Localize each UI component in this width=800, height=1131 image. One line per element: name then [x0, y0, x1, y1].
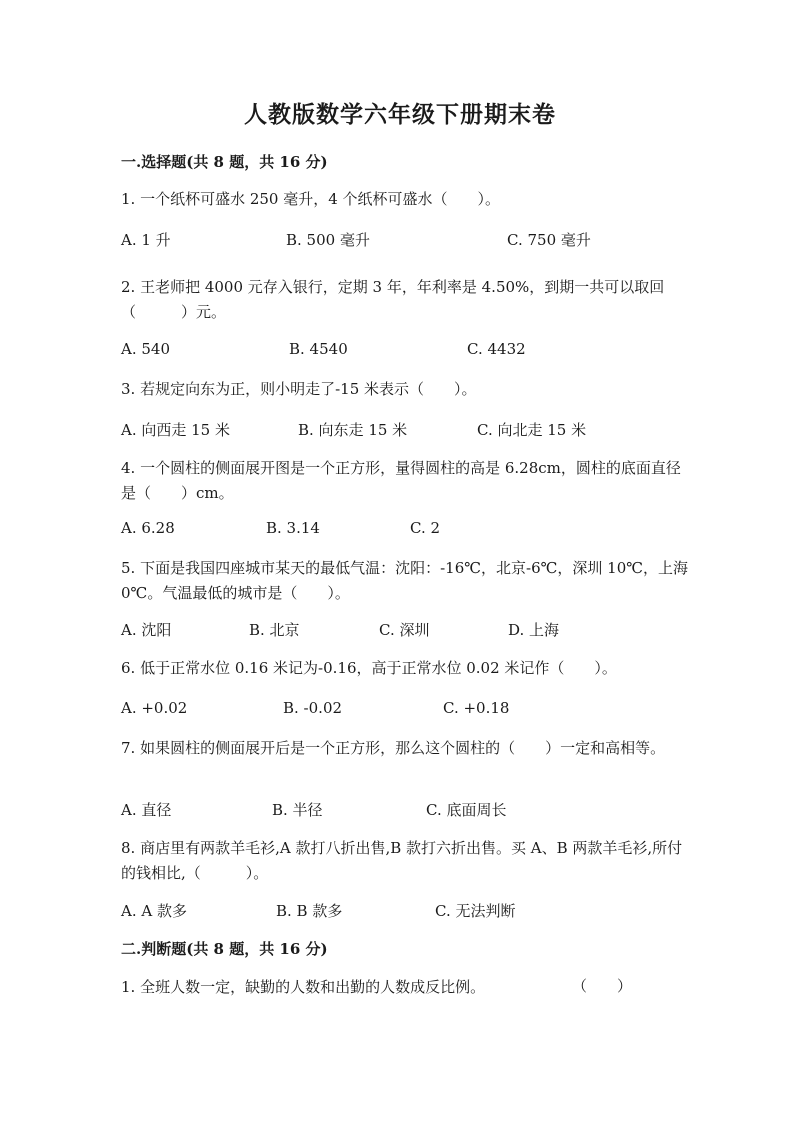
question-text: 8. 商店里有两款羊毛衫,A 款打八折出售,B 款打六折出售。买 A、B 两款羊毛衫,所付的钱相比,（ ）。: [121, 839, 683, 882]
option-d: D. 上海: [508, 621, 560, 639]
option-c: C. 向北走 15 米: [477, 421, 587, 439]
option-c: C. 2: [410, 519, 441, 537]
question-text: 7. 如果圆柱的侧面展开后是一个正方形，那么这个圆柱的（ ）一定和高相等。: [121, 739, 666, 757]
option-a: A. 6.28: [121, 519, 175, 537]
option-a: A. A 款多: [121, 902, 187, 920]
option-c: C. 底面周长: [426, 801, 507, 819]
option-c: C. 无法判断: [435, 902, 516, 920]
option-a: A. 向西走 15 米: [121, 421, 230, 439]
page-title: 人教版数学六年级下册期末卷: [244, 101, 556, 128]
question-text: 1. 一个纸杯可盛水 250 毫升，4 个纸杯可盛水（ ）。: [121, 190, 501, 208]
option-c: C. +0.18: [443, 699, 510, 717]
option-b: B. 半径: [272, 801, 323, 819]
option-a: A. 直径: [121, 801, 172, 819]
option-a: A. 1 升: [121, 231, 171, 249]
question-text: 4. 一个圆柱的侧面展开图是一个正方形，量得圆柱的高是 6.28cm，圆柱的底面直径是（ ）cm。: [121, 459, 681, 502]
option-c: C. 深圳: [379, 621, 430, 639]
section-heading-choice: 一.选择题(共 8 题，共 16 分): [121, 153, 328, 171]
option-b: B. 4540: [289, 340, 348, 358]
option-b: B. -0.02: [283, 699, 343, 717]
option-a: A. 沈阳: [121, 621, 172, 639]
option-b: B. B 款多: [276, 902, 343, 920]
question-text: 6. 低于正常水位 0.16 米记为-0.16，高于正常水位 0.02 米记作（ ）。: [121, 659, 617, 677]
option-a: A. +0.02: [121, 699, 188, 717]
question-text: 2. 王老师把 4000 元存入银行，定期 3 年，年利率是 4.50%，到期一共可以取回（ ）元。: [121, 278, 665, 321]
option-b: B. 北京: [249, 621, 300, 639]
question-text: 3. 若规定向东为正，则小明走了-15 米表示（ ）。: [121, 380, 477, 398]
option-b: B. 向东走 15 米: [298, 421, 408, 439]
option-a: A. 540: [121, 340, 170, 358]
option-b: B. 500 毫升: [286, 231, 370, 249]
answer-blank: （ ）: [572, 977, 633, 995]
question-text: 5. 下面是我国四座城市某天的最低气温：沈阳：-16℃，北京-6℃，深圳 10℃，上海 0℃。气温最低的城市是（ ）。: [121, 559, 689, 602]
option-c: C. 750 毫升: [507, 231, 591, 249]
section-heading-judge: 二.判断题(共 8 题，共 16 分): [121, 940, 328, 958]
option-c: C. 4432: [467, 340, 526, 358]
option-b: B. 3.14: [266, 519, 320, 537]
judge-question-text: 1. 全班人数一定，缺勤的人数和出勤的人数成反比例。: [121, 978, 486, 996]
